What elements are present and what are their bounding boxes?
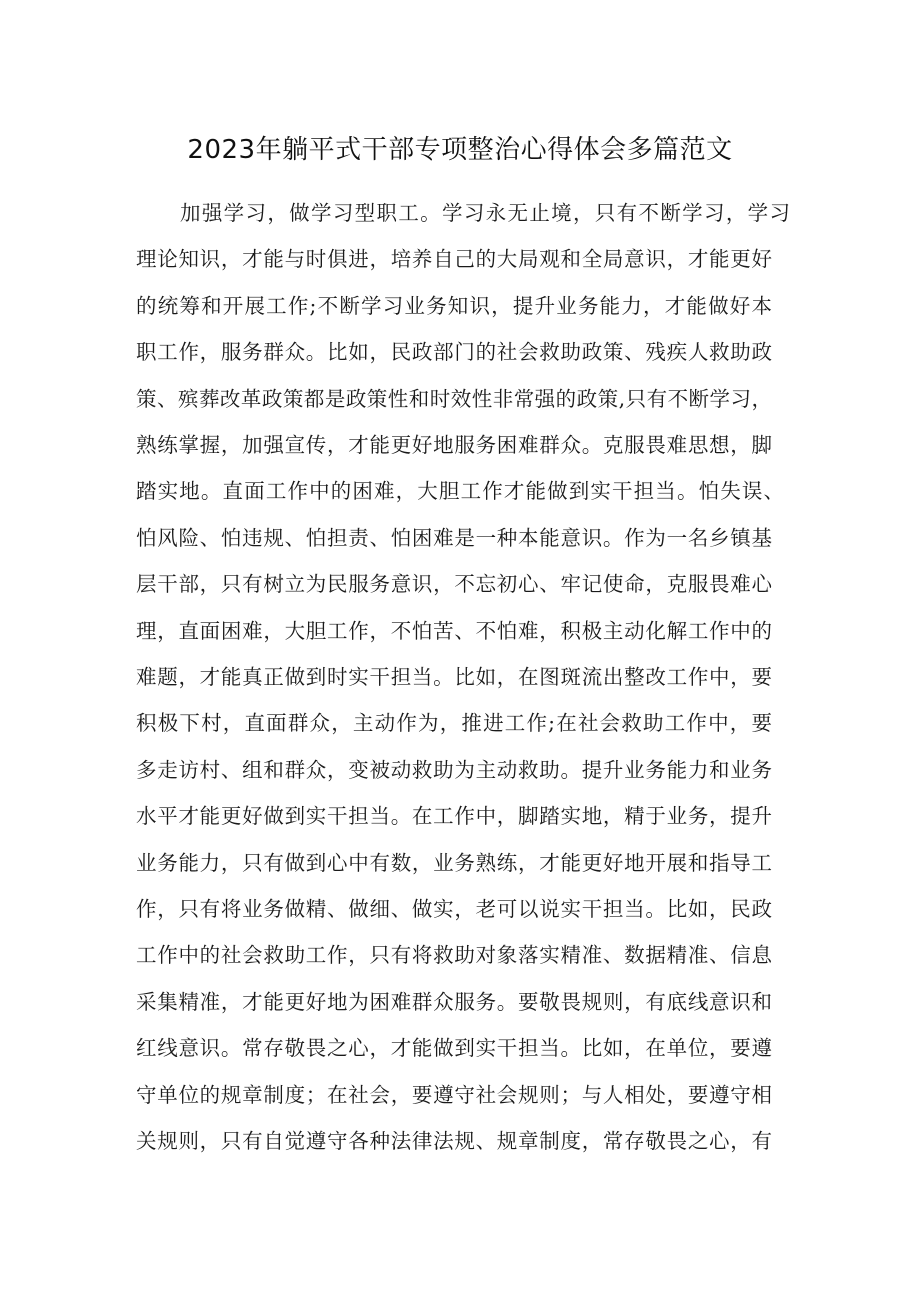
paragraph-line: 工作中的社会救助工作，只有将救助对象落实精准、数据精准、信息 — [136, 943, 772, 968]
paragraph-line: 积极下村，直面群众，主动作为，推进工作;在社会救助工作中，要 — [136, 711, 772, 736]
paragraph-line: 难题，才能真正做到时实干担当。比如，在图斑流出整改工作中，要 — [136, 665, 772, 689]
paragraph-line: 业务能力，只有做到心中有数，业务熟练，才能更好地开展和指导工 — [136, 850, 772, 875]
paragraph-line: 守单位的规章制度；在社会，要遵守社会规则；与人相处，要遵守相 — [136, 1082, 772, 1107]
paragraph-line: 理，直面困难，大胆工作，不怕苦、不怕难，积极主动化解工作中的 — [136, 618, 772, 643]
paragraph-line: 水平才能更好做到实干担当。在工作中，脚踏实地，精于业务，提升 — [136, 804, 772, 829]
paragraph-line: 熟练掌握，加强宣传，才能更好地服务困难群众。克服畏难思想，脚 — [136, 433, 772, 457]
paragraph-line: 怕风险、怕违规、怕担责、怕困难是一种本能意识。作为一名乡镇基 — [136, 525, 772, 550]
paragraph-line: 红线意识。常存敬畏之心，才能做到实干担当。比如，在单位，要遵 — [136, 1036, 772, 1061]
paragraph-line: 职工作，服务群众。比如，民政部门的社会救助政策、残疾人救助政 — [136, 340, 772, 365]
paragraph-line: 策、殡葬改革政策都是政策性和时效性非常强的政策,只有不断学习， — [136, 386, 772, 411]
paragraph-line: 理论知识，才能与时俱进，培养自己的大局观和全局意识，才能更好 — [136, 247, 772, 272]
document-title: 2023年躺平式干部专项整治心得体会多篇范文 — [187, 135, 733, 165]
paragraph-line: 层干部，只有树立为民服务意识，不忘初心、牢记使命，克服畏难心 — [136, 572, 772, 597]
paragraph-line: 踏实地。直面工作中的困难，大胆工作才能做到实干担当。怕失误、 — [136, 479, 784, 504]
paragraph-line: 的统筹和开展工作;不断学习业务知识，提升业务能力，才能做好本 — [136, 293, 772, 318]
paragraph-line: 作，只有将业务做精、做细、做实，老可以说实干担当。比如，民政 — [136, 897, 772, 921]
paragraph-line: 多走访村、组和群众，变被动救助为主动救助。提升业务能力和业务 — [136, 757, 772, 782]
paragraph-line: 关规则，只有自觉遵守各种法律法规、规章制度，常存敬畏之心，有 — [136, 1129, 772, 1153]
paragraph-line: 加强学习，做学习型职工。学习永无止境，只有不断学习，学习 — [180, 201, 790, 225]
paragraph-line: 采集精准，才能更好地为困难群众服务。要敬畏规则，有底线意识和 — [136, 989, 772, 1014]
